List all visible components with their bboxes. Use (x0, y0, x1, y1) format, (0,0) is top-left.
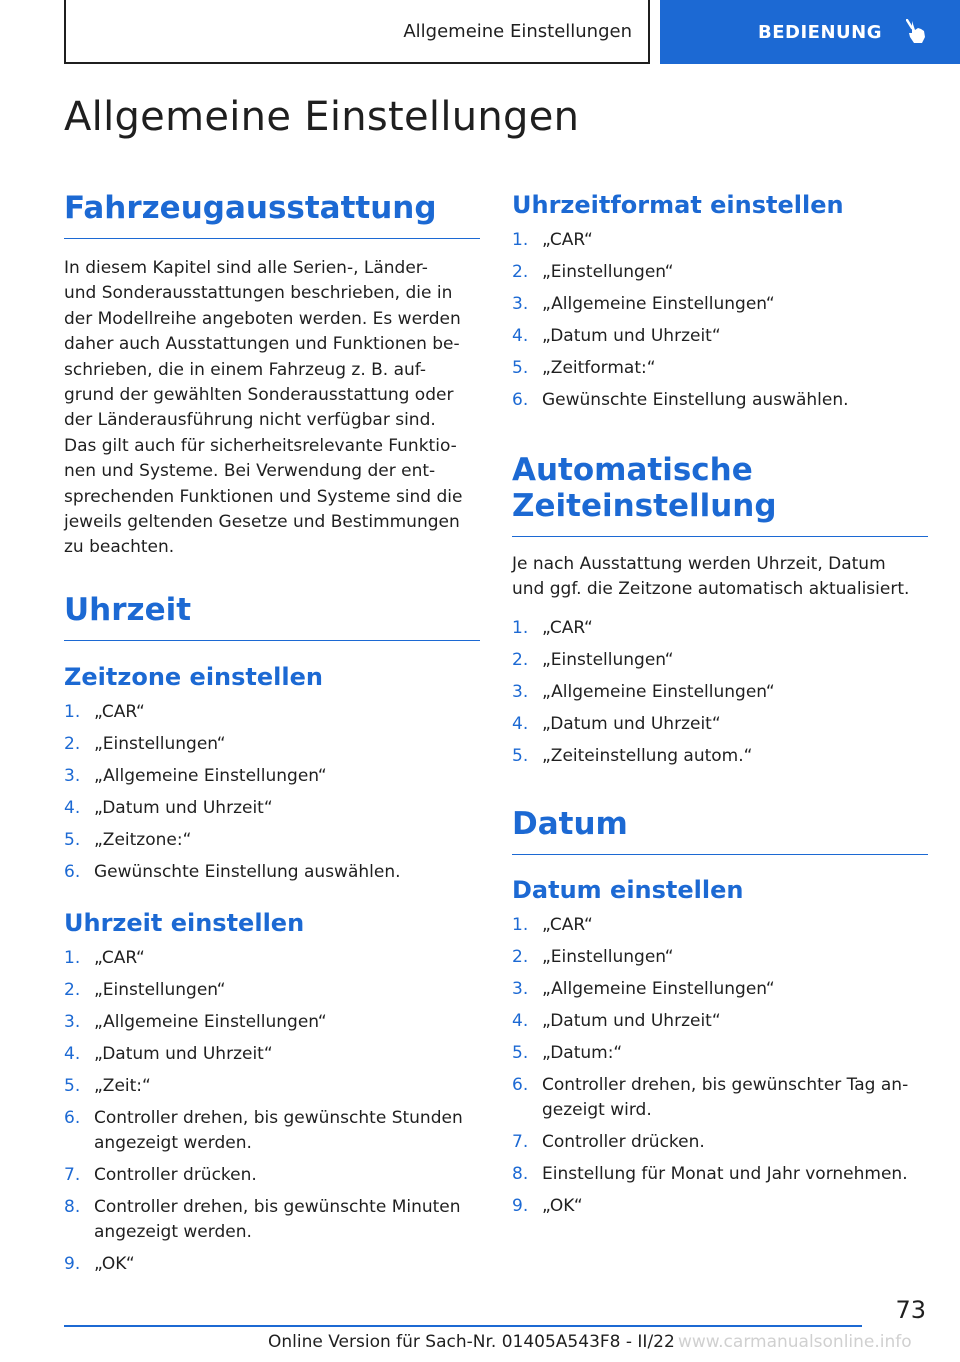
footer-online-version: Online Version für Sach-Nr. 01405A543F8 - II/22 (268, 1332, 675, 1352)
text-line: In diesem Kapitel sind alle Serien-, Länder- (64, 258, 428, 278)
hand-pointer-icon (906, 19, 928, 45)
step-number: 1. (512, 618, 529, 638)
list-item (512, 228, 928, 253)
list-item (64, 978, 480, 1003)
list-item (512, 292, 928, 317)
text-line: und Sonderausstattungen beschrieben, die in (64, 283, 453, 304)
step-number: 8. (512, 1164, 529, 1184)
paragraph-fahrzeugausstattung (64, 256, 480, 561)
footer-divider (64, 1325, 862, 1327)
list-item (64, 1252, 480, 1277)
text-line: jeweils geltenden Gesetze und Bestimmungen (64, 512, 460, 533)
step-number: 2. (512, 947, 529, 967)
step-number: 1. (64, 948, 81, 968)
step-number: 4. (512, 714, 529, 734)
list-item (512, 712, 928, 737)
text-line: daher auch Ausstattungen und Funktionen be- (64, 334, 460, 355)
list-item (64, 796, 480, 821)
step-text: „OK“ (542, 1196, 583, 1216)
step-text: Controller drücken. (542, 1132, 705, 1152)
step-number: 1. (64, 702, 81, 722)
steps-automatik (512, 616, 928, 776)
step-text: „Datum und Uhrzeit“ (94, 798, 273, 818)
step-number: 9. (512, 1196, 529, 1216)
text-line: nen und Systeme. Bei Verwendung der ent- (64, 461, 436, 482)
steps-uhrzeit-einstellen (64, 946, 480, 1284)
step-text: Einstellung für Monat und Jahr vornehmen. (542, 1164, 908, 1184)
paragraph-automatik (512, 552, 928, 603)
list-item (512, 1194, 928, 1219)
step-text: Gewünschte Einstellung auswählen. (94, 862, 401, 882)
text-line: Je nach Ausstattung werden Uhrzeit, Datum (512, 554, 886, 574)
step-number: 5. (64, 1076, 81, 1096)
list-item (512, 260, 928, 285)
heading-line: Automatische (512, 452, 753, 488)
step-text: „Einstellungen“ (542, 262, 674, 282)
step-number: 7. (512, 1132, 529, 1152)
list-item (64, 1163, 480, 1188)
step-text: „Datum und Uhrzeit“ (542, 714, 721, 734)
text-line: der Modellreihe angeboten werden. Es werden (64, 308, 461, 329)
list-item (64, 828, 480, 853)
heading-line: Zeiteinstellung (512, 488, 777, 524)
list-item (512, 680, 928, 705)
step-number: 4. (512, 1011, 529, 1031)
step-text: „Allgemeine Einstellungen“ (542, 979, 775, 999)
list-item (512, 324, 928, 349)
step-number: 3. (512, 979, 529, 999)
step-text: „OK“ (94, 1254, 135, 1274)
steps-uhrzeitformat (512, 228, 928, 420)
watermark: www.carmanualsonline.info (678, 1332, 912, 1352)
list-item (512, 945, 928, 970)
step-number: 4. (64, 798, 81, 818)
header-section-box (64, 0, 650, 64)
step-number: 4. (64, 1044, 81, 1064)
step-text: „Datum und Uhrzeit“ (542, 326, 721, 346)
list-item (64, 860, 480, 885)
step-number: 9. (64, 1254, 81, 1274)
text-line: schrieben, die in einem Fahrzeug z. B. auf- (64, 359, 426, 380)
list-item (512, 1073, 928, 1123)
heading-uhrzeit: Uhrzeit (64, 592, 480, 641)
step-number: 5. (512, 1043, 529, 1063)
step-number: 2. (512, 262, 529, 282)
step-text: „Einstellungen“ (542, 947, 674, 967)
step-number: 2. (64, 734, 81, 754)
step-number: 3. (512, 294, 529, 314)
list-item (512, 1130, 928, 1155)
step-number: 3. (64, 1012, 81, 1032)
step-text: „CAR“ (542, 618, 593, 638)
heading-uhrzeit-einstellen: Uhrzeit einstellen (64, 909, 305, 937)
list-item (512, 1041, 928, 1066)
list-item (64, 1042, 480, 1067)
list-item (64, 946, 480, 971)
step-text: „CAR“ (94, 702, 145, 722)
header-chapter-label: BEDIENUNG (758, 21, 882, 43)
step-number: 5. (512, 358, 529, 378)
step-number: 5. (512, 746, 529, 766)
step-text: Controller drehen, bis gewünschte Minuten angezeigt werden. (94, 1197, 461, 1242)
text-line: und ggf. die Zeitzone automatisch aktualisiert. (512, 579, 910, 600)
list-item (512, 388, 928, 413)
step-text: „CAR“ (542, 915, 593, 935)
step-number: 6. (512, 1075, 529, 1095)
list-item (512, 744, 928, 769)
text-line: sprechenden Funktionen und Systeme sind die (64, 486, 463, 507)
step-text: „Datum und Uhrzeit“ (542, 1011, 721, 1031)
header-chapter-tab[interactable] (660, 0, 960, 64)
step-number: 7. (64, 1165, 81, 1185)
text-line: der Länderausführung nicht verfügbar sind. (64, 410, 436, 431)
step-number: 4. (512, 326, 529, 346)
heading-zeitzone-einstellen: Zeitzone einstellen (64, 663, 323, 691)
step-number: 5. (64, 830, 81, 850)
step-number: 2. (64, 980, 81, 1000)
step-number: 6. (64, 862, 81, 882)
step-text: „Allgemeine Einstellungen“ (542, 682, 775, 702)
step-number: 6. (64, 1108, 81, 1128)
step-text: „CAR“ (94, 948, 145, 968)
step-text: „Datum und Uhrzeit“ (94, 1044, 273, 1064)
step-text: „Datum:“ (542, 1043, 623, 1063)
list-item (512, 977, 928, 1002)
step-text: „Einstellungen“ (94, 734, 226, 754)
list-item (64, 1074, 480, 1099)
heading-datum-einstellen: Datum einstellen (512, 876, 744, 904)
step-number: 6. (512, 390, 529, 410)
list-item (64, 700, 480, 725)
heading-fahrzeugausstattung: Fahrzeugausstattung (64, 190, 480, 239)
list-item (64, 1010, 480, 1035)
page-number: 73 (895, 1296, 926, 1324)
step-text: „Zeiteinstellung autom.“ (542, 746, 753, 766)
step-text: „Allgemeine Einstellungen“ (542, 294, 775, 314)
step-text: Gewünschte Einstellung auswählen. (542, 390, 849, 410)
page-title: Allgemeine Einstellungen (64, 94, 580, 140)
step-text: Controller drehen, bis gewünschter Tag angezeigt wird. (542, 1075, 909, 1120)
step-text: „Allgemeine Einstellungen“ (94, 766, 327, 786)
text-line: zu beachten. (64, 537, 175, 558)
list-item (64, 1106, 480, 1156)
step-number: 1. (512, 230, 529, 250)
step-text: „Zeitzone:“ (94, 830, 192, 850)
steps-zeitzone (64, 700, 480, 892)
step-number: 3. (512, 682, 529, 702)
text-line: grund der gewählten Sonderausstattung oder (64, 385, 454, 406)
header-section-title: Allgemeine Einstellungen (403, 20, 632, 42)
step-text: „Einstellungen“ (542, 650, 674, 670)
list-item (512, 1009, 928, 1034)
list-item (512, 616, 928, 641)
list-item (512, 356, 928, 381)
step-number: 3. (64, 766, 81, 786)
step-text: „Zeit:“ (94, 1076, 151, 1096)
text-line: Das gilt auch für sicherheitsrelevante Funktio- (64, 435, 457, 456)
step-number: 8. (64, 1197, 81, 1217)
list-item (64, 1195, 480, 1245)
step-text: „Zeitformat:“ (542, 358, 656, 378)
step-text: „Allgemeine Einstellungen“ (94, 1012, 327, 1032)
list-item (512, 913, 928, 938)
step-text: „CAR“ (542, 230, 593, 250)
list-item (64, 764, 480, 789)
heading-uhrzeitformat-einstellen: Uhrzeitformat einstellen (512, 191, 844, 219)
heading-automatische-zeiteinstellung (512, 452, 928, 537)
steps-datum (512, 913, 928, 1226)
list-item (512, 648, 928, 673)
step-text: Controller drücken. (94, 1165, 257, 1185)
step-text: Controller drehen, bis gewünschte Stunden angezeigt werden. (94, 1108, 463, 1153)
step-number: 2. (512, 650, 529, 670)
list-item (512, 1162, 928, 1187)
heading-datum: Datum (512, 806, 928, 855)
list-item (64, 732, 480, 757)
step-text: „Einstellungen“ (94, 980, 226, 1000)
step-number: 1. (512, 915, 529, 935)
